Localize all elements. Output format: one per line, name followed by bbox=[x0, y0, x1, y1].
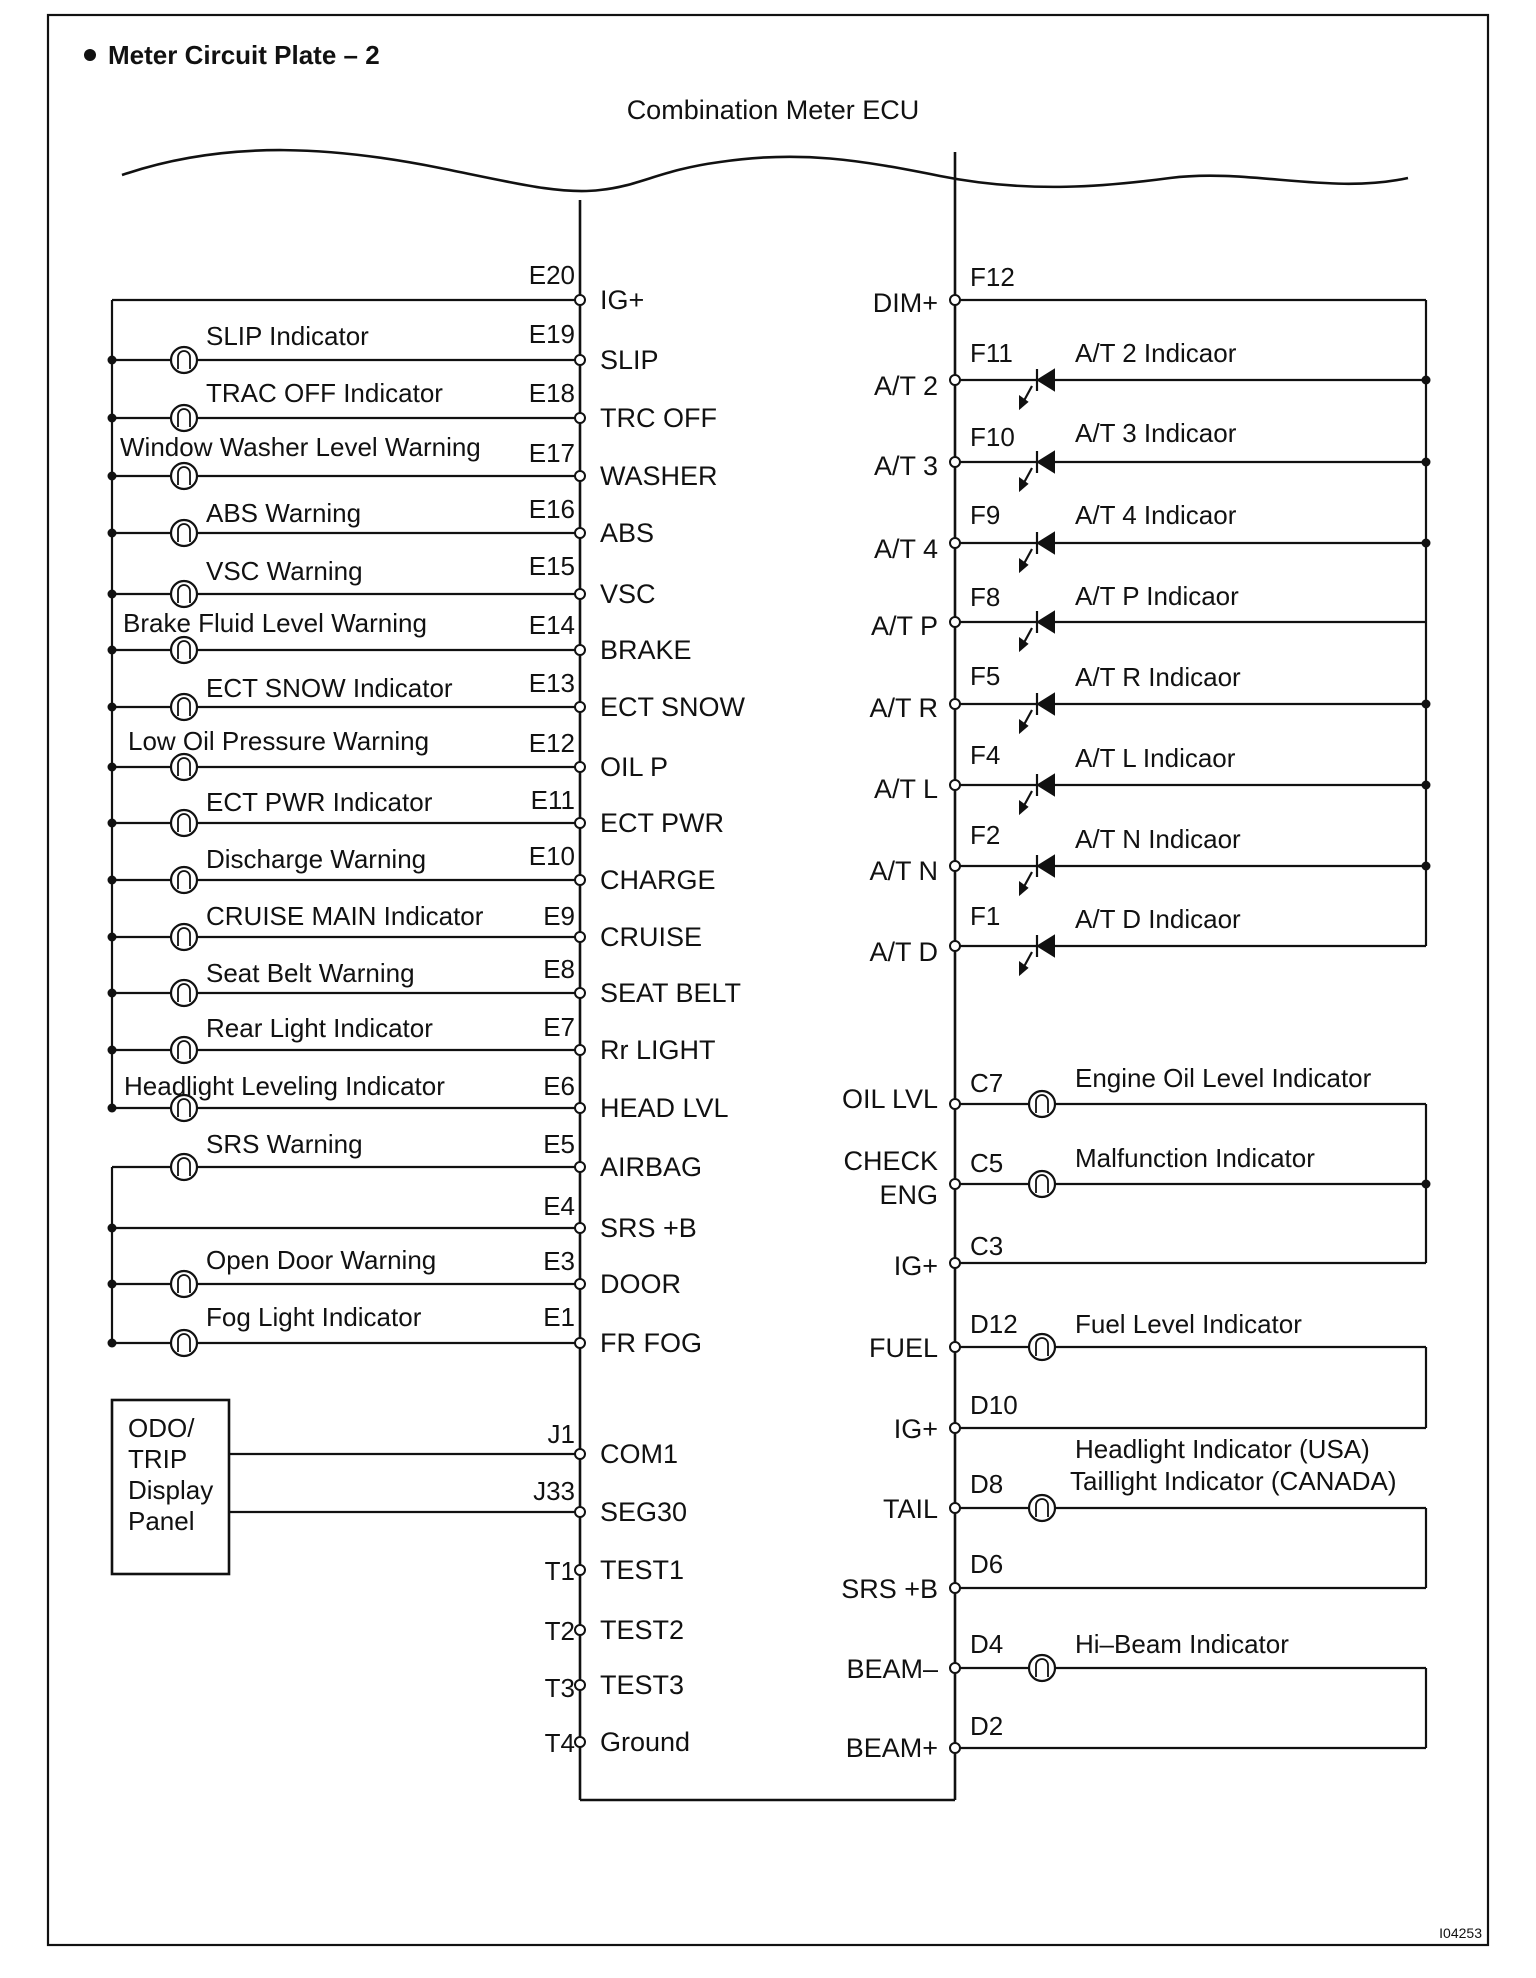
left-pin-4-name: ABS bbox=[600, 518, 655, 548]
right-pin-15-name: SRS +B bbox=[841, 1574, 938, 1604]
right-pin-2-diode bbox=[1038, 452, 1054, 472]
left-pin-22-name: TEST2 bbox=[600, 1615, 685, 1645]
right-pin-8-terminal bbox=[950, 941, 960, 951]
odo-panel-line-1: ODO/ bbox=[128, 1413, 195, 1443]
left-pin-5-label: VSC Warning bbox=[206, 556, 363, 586]
left-pin-15-name: AIRBAG bbox=[600, 1152, 703, 1182]
left-pin-12-label: Seat Belt Warning bbox=[206, 958, 415, 988]
right-pin-17-code: D2 bbox=[970, 1711, 1004, 1741]
right-pin-1-terminal bbox=[950, 375, 960, 385]
right-pin-8-code: F1 bbox=[970, 901, 1001, 931]
left-pin-9-terminal bbox=[575, 818, 585, 828]
left-pin-5-terminal bbox=[575, 589, 585, 599]
right-pin-10-name: CHECK bbox=[843, 1146, 938, 1176]
left-pin-0-terminal bbox=[575, 295, 585, 305]
left-pin-4-code: E16 bbox=[528, 494, 575, 524]
right-pin-10-code: C5 bbox=[970, 1148, 1004, 1178]
right-pin-9-label: Engine Oil Level Indicator bbox=[1075, 1063, 1372, 1093]
left-pin-13-label: Rear Light Indicator bbox=[206, 1013, 433, 1043]
left-pin-1-code: E19 bbox=[528, 319, 575, 349]
right-pin-11-name: IG+ bbox=[893, 1251, 938, 1281]
left-pin-14-junction bbox=[108, 1104, 117, 1113]
right-pin-6-diode bbox=[1038, 775, 1054, 795]
left-pin-2-name: TRC OFF bbox=[600, 403, 717, 433]
right-pin-4-terminal bbox=[950, 617, 960, 627]
left-pin-17-label: Open Door Warning bbox=[206, 1245, 437, 1275]
right-pin-15-code: D6 bbox=[970, 1549, 1004, 1579]
right-junction-2 bbox=[1422, 539, 1431, 548]
left-pin-1-junction bbox=[108, 356, 117, 365]
left-pin-1-label: SLIP Indicator bbox=[206, 321, 369, 351]
right-junction-c5 bbox=[1422, 1180, 1431, 1189]
left-pin-15-code: E5 bbox=[543, 1129, 575, 1159]
right-pin-10-terminal bbox=[950, 1179, 960, 1189]
left-pin-8-code: E12 bbox=[528, 728, 575, 758]
right-pin-7-name: A/T N bbox=[869, 856, 938, 886]
right-pin-16-terminal bbox=[950, 1663, 960, 1673]
right-pin-5-code: F5 bbox=[970, 661, 1001, 691]
left-pin-7-code: E13 bbox=[528, 668, 575, 698]
right-pin-14-code: D8 bbox=[970, 1469, 1004, 1499]
left-pin-12-junction bbox=[108, 989, 117, 998]
left-pin-6-junction bbox=[108, 646, 117, 655]
left-pin-21-name: TEST1 bbox=[600, 1555, 685, 1585]
left-pin-13-name: Rr LIGHT bbox=[600, 1035, 716, 1065]
left-pin-16-name: SRS +B bbox=[600, 1213, 697, 1243]
left-pin-18-code: E1 bbox=[543, 1302, 575, 1332]
right-junction-3 bbox=[1422, 700, 1431, 709]
left-pin-17-junction bbox=[108, 1280, 117, 1289]
right-pin-4-diode bbox=[1038, 612, 1054, 632]
left-pin-22-code: T2 bbox=[544, 1616, 575, 1646]
right-pin-1-name: A/T 2 bbox=[873, 371, 938, 401]
left-pin-14-label: Headlight Leveling Indicator bbox=[124, 1071, 445, 1101]
right-pin-5-name: A/T R bbox=[869, 693, 938, 723]
left-pin-4-label: ABS Warning bbox=[206, 498, 362, 528]
right-pin-8-label: A/T D Indicaor bbox=[1075, 904, 1241, 934]
left-pin-18-name: FR FOG bbox=[600, 1328, 702, 1358]
left-pin-13-terminal bbox=[575, 1045, 585, 1055]
left-pin-24-name: Ground bbox=[600, 1727, 691, 1757]
right-pin-14-label: Headlight Indicator (USA) bbox=[1075, 1434, 1370, 1464]
left-pin-6-terminal bbox=[575, 645, 585, 655]
left-pin-6-name: BRAKE bbox=[600, 635, 692, 665]
left-pin-17-name: DOOR bbox=[600, 1269, 681, 1299]
left-pin-24-code: T4 bbox=[544, 1728, 575, 1758]
right-junction-5 bbox=[1422, 862, 1431, 871]
test-terminal-3 bbox=[575, 1737, 585, 1747]
left-pin-14-name: HEAD LVL bbox=[600, 1093, 729, 1123]
left-pin-9-junction bbox=[108, 819, 117, 828]
left-pin-12-name: SEAT BELT bbox=[600, 978, 742, 1008]
left-pin-14-terminal bbox=[575, 1103, 585, 1113]
right-pin-8-name: A/T D bbox=[869, 937, 938, 967]
right-pin-8-diode bbox=[1038, 936, 1054, 956]
circuit-wiring bbox=[108, 260, 1431, 1763]
right-pin-9-terminal bbox=[950, 1099, 960, 1109]
left-pin-11-terminal bbox=[575, 932, 585, 942]
test-terminal-2 bbox=[575, 1680, 585, 1690]
right-pin-3-name: A/T 4 bbox=[873, 534, 938, 564]
right-pin-10-label: Malfunction Indicator bbox=[1075, 1143, 1315, 1173]
left-pin-15-label: SRS Warning bbox=[206, 1129, 363, 1159]
right-pin-14-name: TAIL bbox=[882, 1494, 938, 1524]
right-pin-2-code: F10 bbox=[970, 422, 1015, 452]
left-pin-2-junction bbox=[108, 414, 117, 423]
right-pin-16-code: D4 bbox=[970, 1629, 1004, 1659]
right-pin-7-label: A/T N Indicaor bbox=[1075, 824, 1241, 854]
left-pin-12-code: E8 bbox=[543, 954, 575, 984]
right-pin-0-code: F12 bbox=[970, 262, 1015, 292]
right-pin-1-code: F11 bbox=[970, 338, 1013, 368]
left-pin-11-name: CRUISE bbox=[600, 922, 703, 952]
left-pin-15-terminal bbox=[575, 1162, 585, 1172]
left-pin-7-label: ECT SNOW Indicator bbox=[206, 673, 453, 703]
left-pin-11-code: E9 bbox=[543, 901, 575, 931]
left-pin-14-code: E6 bbox=[543, 1071, 575, 1101]
left-pin-12-terminal bbox=[575, 988, 585, 998]
left-pin-11-label: CRUISE MAIN Indicator bbox=[206, 901, 484, 931]
right-pin-3-label: A/T 4 Indicaor bbox=[1075, 500, 1237, 530]
left-pin-7-junction bbox=[108, 703, 117, 712]
left-pin-2-label: TRAC OFF Indicator bbox=[206, 378, 443, 408]
odo-panel-line-2: TRIP bbox=[128, 1444, 188, 1474]
left-pin-11-junction bbox=[108, 933, 117, 942]
right-pin-11-code: C3 bbox=[970, 1231, 1004, 1261]
left-pin-13-code: E7 bbox=[543, 1012, 575, 1042]
left-pin-13-junction bbox=[108, 1046, 117, 1055]
left-pin-17-code: E3 bbox=[543, 1246, 575, 1276]
left-pin-2-terminal bbox=[575, 413, 585, 423]
right-junction-4 bbox=[1422, 781, 1431, 790]
left-pin-2-code: E18 bbox=[528, 378, 575, 408]
right-pin-16-label: Hi–Beam Indicator bbox=[1075, 1629, 1289, 1659]
left-pin-18-terminal bbox=[575, 1338, 585, 1348]
left-pin-0-name: IG+ bbox=[600, 285, 645, 315]
left-pin-8-junction bbox=[108, 763, 117, 772]
left-pin-23-name: TEST3 bbox=[600, 1670, 685, 1700]
right-pin-0-name: DIM+ bbox=[872, 288, 938, 318]
left-pin-19-code: J1 bbox=[547, 1419, 575, 1449]
odo-panel-line-3: Display bbox=[128, 1475, 214, 1505]
left-pin-7-terminal bbox=[575, 702, 585, 712]
left-pin-6-label: Brake Fluid Level Warning bbox=[123, 608, 427, 638]
left-pin-8-name: OIL P bbox=[600, 752, 669, 782]
left-pin-23-code: T3 bbox=[544, 1673, 575, 1703]
figure-code: I04253 bbox=[1439, 1925, 1482, 1941]
right-pin-7-terminal bbox=[950, 861, 960, 871]
right-pin-12-label: Fuel Level Indicator bbox=[1075, 1309, 1302, 1339]
left-pin-9-label: ECT PWR Indicator bbox=[206, 787, 433, 817]
right-pin-16-name: BEAM– bbox=[846, 1654, 938, 1684]
left-pin-10-junction bbox=[108, 876, 117, 885]
right-pin-3-diode bbox=[1038, 533, 1054, 553]
right-pin-2-label: A/T 3 Indicaor bbox=[1075, 418, 1237, 448]
left-pin-6-code: E14 bbox=[528, 610, 575, 640]
left-pin-5-code: E15 bbox=[528, 551, 575, 581]
left-pin-18-junction bbox=[108, 1339, 117, 1348]
left-pin-1-terminal bbox=[575, 355, 585, 365]
left-pin-7-name: ECT SNOW bbox=[600, 692, 746, 722]
right-pin-7-code: F2 bbox=[970, 820, 1001, 850]
title-bullet bbox=[84, 49, 96, 61]
right-pin-17-terminal bbox=[950, 1743, 960, 1753]
right-pin-9-code: C7 bbox=[970, 1068, 1004, 1098]
left-pin-18-label: Fog Light Indicator bbox=[206, 1302, 422, 1332]
left-pin-10-terminal bbox=[575, 875, 585, 885]
left-pin-10-name: CHARGE bbox=[600, 865, 716, 895]
right-pin-1-label: A/T 2 Indicaor bbox=[1075, 338, 1237, 368]
left-pin-20-name: SEG30 bbox=[600, 1497, 688, 1527]
left-pin-16-junction bbox=[108, 1224, 117, 1233]
left-pin-10-label: Discharge Warning bbox=[206, 844, 427, 874]
page-title: Meter Circuit Plate – 2 bbox=[108, 40, 380, 70]
com1-terminal bbox=[575, 1449, 585, 1459]
left-pin-17-terminal bbox=[575, 1279, 585, 1289]
right-pin-6-label: A/T L Indicaor bbox=[1075, 743, 1236, 773]
left-pin-16-code: E4 bbox=[543, 1191, 575, 1221]
right-pin-1-diode bbox=[1038, 370, 1054, 390]
right-pin-4-name: A/T P bbox=[870, 611, 938, 641]
right-pin-12-name: FUEL bbox=[868, 1333, 938, 1363]
left-pin-8-terminal bbox=[575, 762, 585, 772]
left-pin-20-code: J33 bbox=[533, 1476, 575, 1506]
left-pin-3-junction bbox=[108, 472, 117, 481]
odo-panel-line-4: Panel bbox=[128, 1506, 195, 1536]
left-pin-9-code: E11 bbox=[530, 785, 575, 815]
right-pin-13-code: D10 bbox=[970, 1390, 1018, 1420]
right-pin-0-terminal bbox=[950, 295, 960, 305]
left-pin-5-junction bbox=[108, 590, 117, 599]
ecu-break-line bbox=[122, 150, 1408, 191]
right-pin-13-name: IG+ bbox=[893, 1414, 938, 1444]
right-pin-6-code: F4 bbox=[970, 740, 1001, 770]
left-pin-19-name: COM1 bbox=[600, 1439, 679, 1469]
right-pin-4-label: A/T P Indicaor bbox=[1075, 581, 1239, 611]
ecu-label: Combination Meter ECU bbox=[626, 95, 920, 125]
left-pin-4-junction bbox=[108, 529, 117, 538]
right-pin-6-terminal bbox=[950, 780, 960, 790]
left-pin-3-code: E17 bbox=[528, 438, 575, 468]
left-pin-0-code: E20 bbox=[528, 260, 575, 290]
right-pin-12-terminal bbox=[950, 1342, 960, 1352]
right-pin-5-diode bbox=[1038, 694, 1054, 714]
right-pin-14-label2: Taillight Indicator (CANADA) bbox=[1070, 1466, 1397, 1496]
right-pin-17-name: BEAM+ bbox=[845, 1733, 938, 1763]
right-pin-11-terminal bbox=[950, 1258, 960, 1268]
right-pin-6-name: A/T L bbox=[873, 774, 938, 804]
left-pin-3-terminal bbox=[575, 471, 585, 481]
right-pin-10-name2: ENG bbox=[879, 1180, 938, 1210]
right-pin-13-terminal bbox=[950, 1423, 960, 1433]
test-terminal-0 bbox=[575, 1565, 585, 1575]
right-pin-3-terminal bbox=[950, 538, 960, 548]
test-terminal-1 bbox=[575, 1625, 585, 1635]
left-pin-3-name: WASHER bbox=[600, 461, 718, 491]
right-pin-2-terminal bbox=[950, 457, 960, 467]
right-junction-0 bbox=[1422, 376, 1431, 385]
right-pin-5-label: A/T R Indicaor bbox=[1075, 662, 1241, 692]
right-pin-14-terminal bbox=[950, 1503, 960, 1513]
left-pin-1-name: SLIP bbox=[600, 345, 659, 375]
left-pin-21-code: T1 bbox=[544, 1556, 575, 1586]
right-junction-1 bbox=[1422, 458, 1431, 467]
left-pin-3-label: Window Washer Level Warning bbox=[120, 432, 481, 462]
right-pin-5-terminal bbox=[950, 699, 960, 709]
right-pin-3-code: F9 bbox=[970, 500, 1001, 530]
left-pin-5-name: VSC bbox=[600, 579, 656, 609]
right-pin-15-terminal bbox=[950, 1583, 960, 1593]
left-pin-9-name: ECT PWR bbox=[600, 808, 725, 838]
left-pin-8-label: Low Oil Pressure Warning bbox=[128, 726, 430, 756]
right-pin-9-name: OIL LVL bbox=[841, 1084, 938, 1114]
seg30-terminal bbox=[575, 1507, 585, 1517]
right-pin-2-name: A/T 3 bbox=[873, 451, 938, 481]
right-pin-12-code: D12 bbox=[970, 1309, 1018, 1339]
left-pin-10-code: E10 bbox=[528, 841, 575, 871]
left-pin-16-terminal bbox=[575, 1223, 585, 1233]
left-pin-4-terminal bbox=[575, 528, 585, 538]
right-pin-4-code: F8 bbox=[970, 582, 1001, 612]
right-pin-7-diode bbox=[1038, 856, 1054, 876]
